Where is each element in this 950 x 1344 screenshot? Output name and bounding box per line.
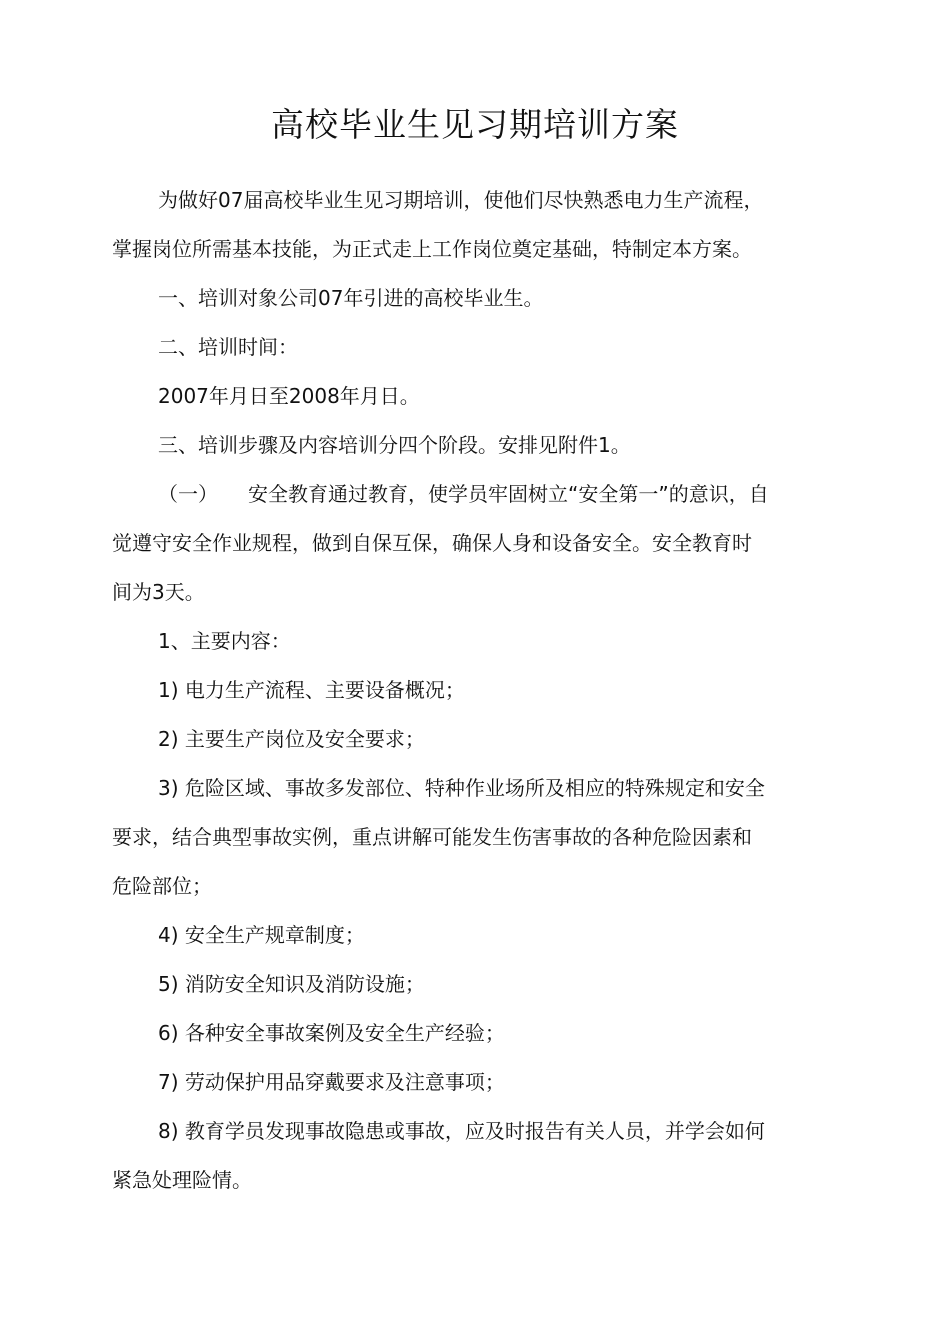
list-item: 5) 消防安全知识及消防设施； <box>158 972 425 996</box>
list-item-continuation: 紧急处理险情。 <box>112 1168 252 1192</box>
section-heading: 二、培训时间： <box>158 335 298 359</box>
list-item: 2) 主要生产岗位及安全要求； <box>158 727 425 751</box>
paragraph-line: 掌握岗位所需基本技能，为正式走上工作岗位奠定基础，特制定本方案。 <box>112 237 752 261</box>
list-item-continuation: 危险部位； <box>112 874 212 898</box>
paragraph-line: 觉遵守安全作业规程，做到自保互保，确保人身和设备安全。安全教育时 <box>112 531 752 555</box>
list-heading: 1、主要内容： <box>158 629 291 653</box>
section-heading: 三、培训步骤及内容培训分四个阶段。安排见附件1。 <box>158 433 631 457</box>
document-title: 高校毕业生见习期培训方案 <box>271 105 679 144</box>
subsection-number: （一） <box>158 482 218 506</box>
list-item: 7) 劳动保护用品穿戴要求及注意事项； <box>158 1070 505 1094</box>
section-heading: 一、培训对象公司07年引进的高校毕业生。 <box>158 286 544 310</box>
paragraph-line: 间为3天。 <box>112 580 205 604</box>
document-body <box>112 176 852 1205</box>
list-item: 1) 电力生产流程、主要设备概况； <box>158 678 465 702</box>
date-range-line: 2007年月日至2008年月日。 <box>158 384 420 408</box>
list-item: 4) 安全生产规章制度； <box>158 923 365 947</box>
list-item-continuation: 要求，结合典型事故实例，重点讲解可能发生伤害事故的各种危险因素和 <box>112 825 752 849</box>
subsection-line <box>112 470 852 519</box>
list-item: 8) 教育学员发现事故隐患或事故，应及时报告有关人员，并学会如何 <box>158 1119 765 1143</box>
list-item: 3) 危险区域、事故多发部位、特种作业场所及相应的特殊规定和安全 <box>158 776 765 800</box>
subsection-text: 安全教育通过教育，使学员牢固树立“安全第一”的意识，自 <box>248 482 769 506</box>
list-item: 6) 各种安全事故案例及安全生产经验； <box>158 1021 505 1045</box>
paragraph-line: 为做好07届高校毕业生见习期培训，使他们尽快熟悉电力生产流程， <box>158 188 764 212</box>
